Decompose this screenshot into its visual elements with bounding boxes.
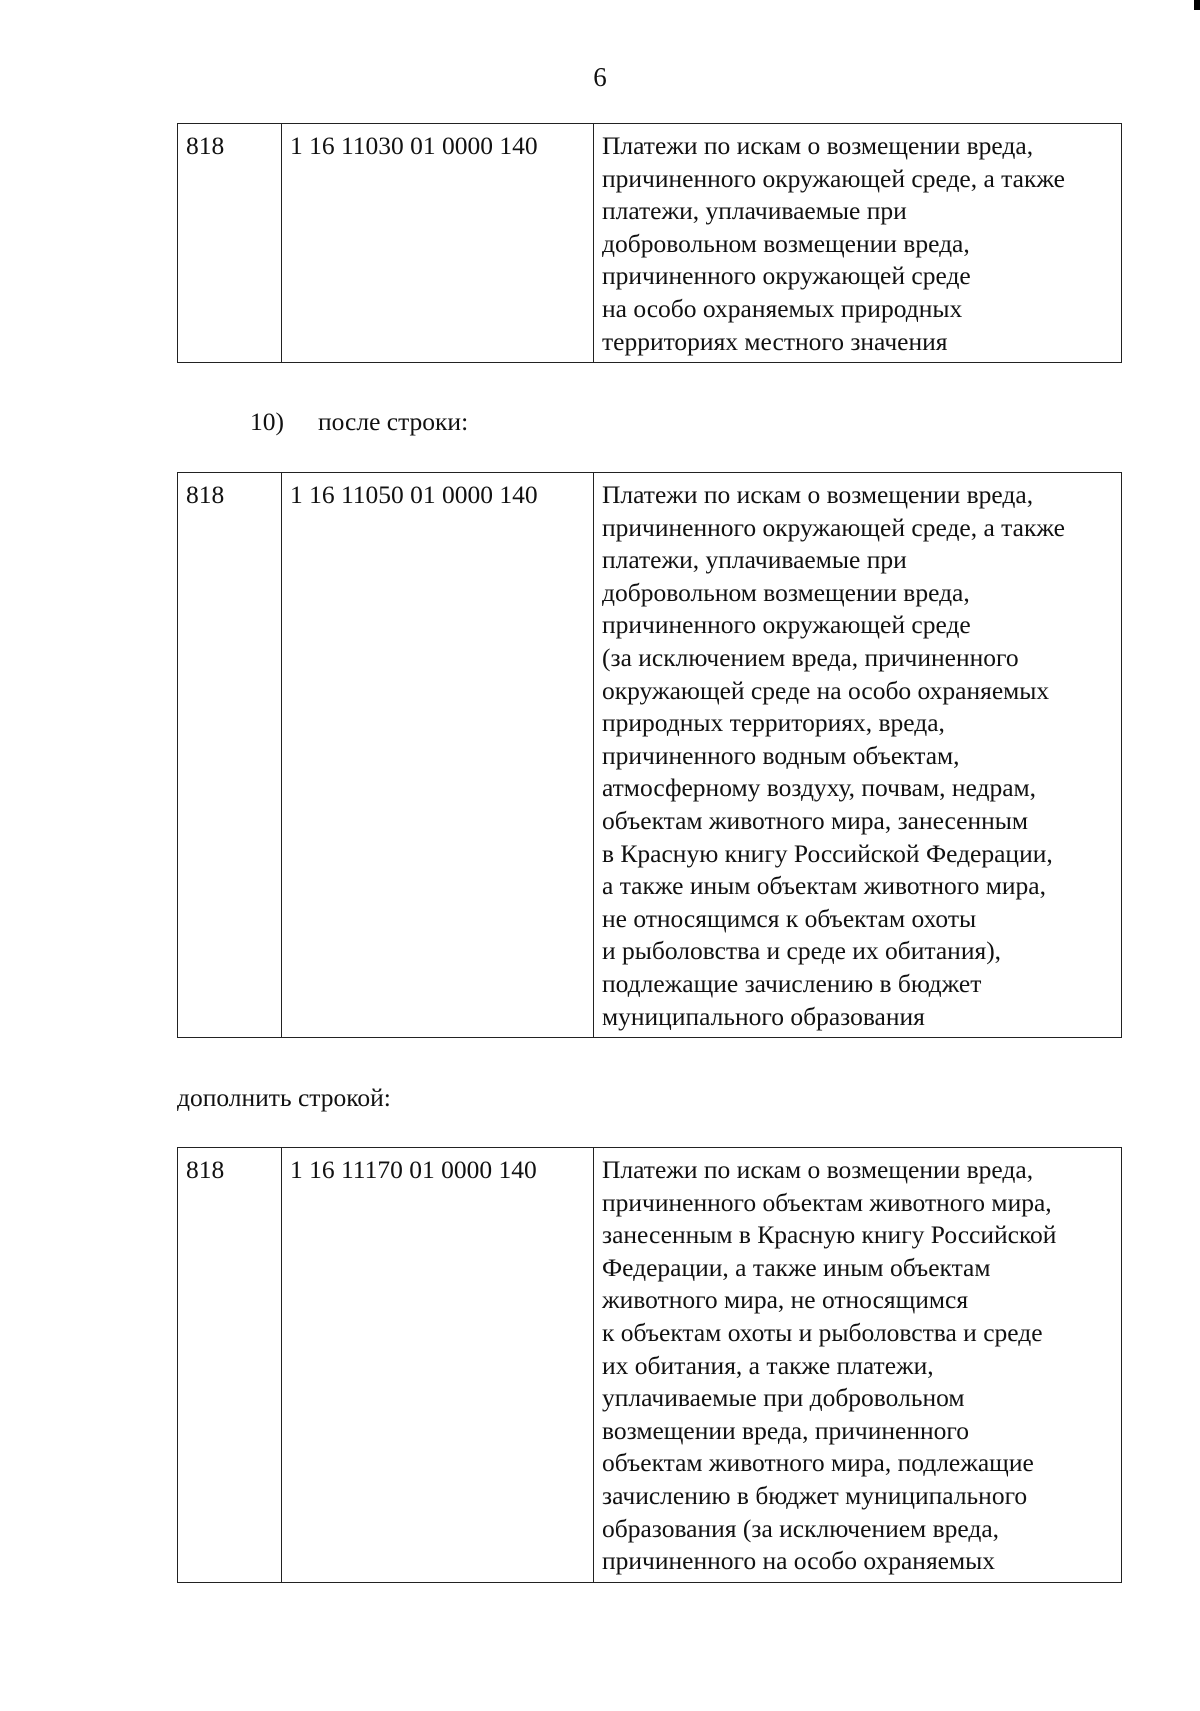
description-line: объектам животного мира, подлежащие xyxy=(602,1448,1034,1478)
table-row xyxy=(178,473,1122,1038)
description-line: причиненного на особо охраняемых xyxy=(602,1546,996,1576)
description-line: Федерации, а также иным объектам xyxy=(602,1252,991,1282)
description-line: Платежи по искам о возмещении вреда, xyxy=(602,131,1034,160)
description-line: в Красную книгу Российской Федерации, xyxy=(602,838,1053,868)
revenue-code-cell: 1 16 11050 01 0000 140 xyxy=(282,473,594,1038)
table-row xyxy=(178,124,1122,363)
description-line: занесенным в Красную книгу Российской xyxy=(602,1220,1057,1250)
item-text: после строки: xyxy=(318,407,469,436)
admin-code-cell: 818 xyxy=(178,124,282,363)
description-line: территориях местного значения xyxy=(602,326,948,356)
description-line: на особо охраняемых природных xyxy=(602,293,963,323)
description-line: добровольном возмещении вреда, xyxy=(602,228,970,258)
description-line: Платежи по искам о возмещении вреда, xyxy=(602,480,1034,509)
table-row xyxy=(178,1148,1122,1583)
description-line: природных территориях, вреда, xyxy=(602,708,945,738)
description-cell xyxy=(594,473,1122,1038)
description-line: причиненного окружающей среде xyxy=(602,261,971,291)
description-line: животного мира, не относящимся xyxy=(602,1285,969,1315)
description-line: образования (за исключением вреда, xyxy=(602,1513,1000,1543)
description-line: причиненного водным объектам, xyxy=(602,740,960,770)
admin-code-cell: 818 xyxy=(178,473,282,1038)
description-line: подлежащие зачислению в бюджет xyxy=(602,968,982,998)
description-cell xyxy=(594,1148,1122,1583)
description-line: платежи, уплачиваемые при xyxy=(602,196,907,226)
description-cell xyxy=(594,124,1122,363)
description-line: причиненного окружающей среде, а также xyxy=(602,512,1065,542)
code-table-2 xyxy=(177,472,1122,1038)
description-line: причиненного окружающей среде xyxy=(602,610,971,640)
supplement-paragraph: дополнить строкой: xyxy=(177,1083,391,1112)
description-line: к объектам охоты и рыболовства и среде xyxy=(602,1317,1043,1347)
description-line: (за исключением вреда, причиненного xyxy=(602,642,1019,672)
admin-code-cell: 818 xyxy=(178,1148,282,1583)
description-line: окружающей среде на особо охраняемых xyxy=(602,675,1050,705)
description-line: зачислению в бюджет муниципального xyxy=(602,1480,1028,1510)
page-number: 6 xyxy=(593,62,607,92)
code-table-1 xyxy=(177,123,1122,363)
item-10-paragraph xyxy=(250,407,468,437)
item-number: 10) xyxy=(250,407,284,436)
description-line: муниципального образования xyxy=(602,1001,925,1031)
description-line: их обитания, а также платежи, xyxy=(602,1350,934,1380)
revenue-code-cell: 1 16 11170 01 0000 140 xyxy=(282,1148,594,1583)
description-line: объектам животного мира, занесенным xyxy=(602,805,1029,835)
description-line: а также иным объектам животного мира, xyxy=(602,871,1046,901)
description-line: атмосферному воздуху, почвам, недрам, xyxy=(602,773,1037,803)
description-line: уплачиваемые при добровольном xyxy=(602,1383,965,1413)
description-line: не относящимся к объектам охоты xyxy=(602,903,977,933)
description-line: добровольном возмещении вреда, xyxy=(602,577,970,607)
scan-edge-mark xyxy=(1194,0,1200,10)
description-line: и рыболовства и среде их обитания), xyxy=(602,936,1002,966)
description-line: возмещении вреда, причиненного xyxy=(602,1415,969,1445)
description-line: Платежи по искам о возмещении вреда, xyxy=(602,1155,1034,1184)
description-line: причиненного объектам животного мира, xyxy=(602,1187,1052,1217)
code-table-3 xyxy=(177,1147,1122,1583)
revenue-code-cell: 1 16 11030 01 0000 140 xyxy=(282,124,594,363)
description-line: причиненного окружающей среде, а также xyxy=(602,163,1065,193)
description-line: платежи, уплачиваемые при xyxy=(602,545,907,575)
